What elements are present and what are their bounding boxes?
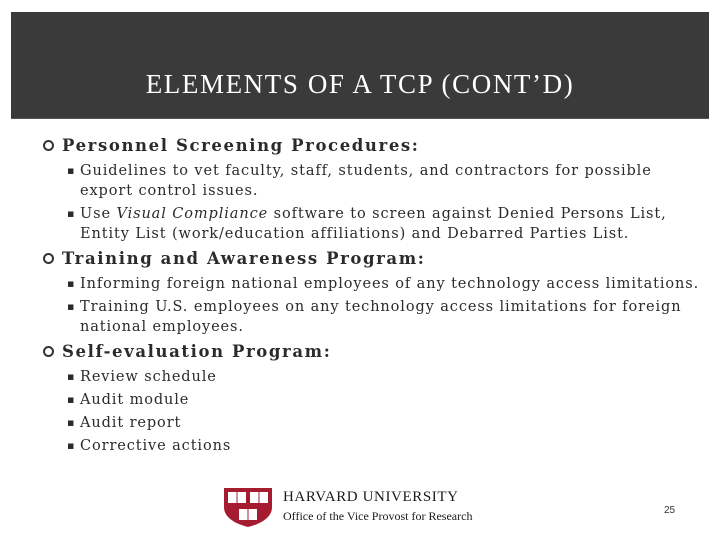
hollow-circle-icon	[43, 346, 54, 357]
page-number: 25	[664, 505, 676, 516]
square-bullet-icon: ▪	[67, 277, 76, 290]
square-bullet-icon: ▪	[67, 393, 76, 406]
slide-content	[40, 135, 700, 460]
title-bar	[11, 12, 709, 119]
list-item: ▪ Guidelines to vet faculty, staff, students, and contractors for possible export control issues.	[67, 163, 652, 199]
logo-office-name: Office of the Vice Provost for Research	[283, 509, 473, 523]
section-training-awareness	[40, 248, 700, 337]
list-item: ▪ Corrective actions	[67, 438, 232, 454]
list-item: ▪ Use Visual Compliance software to screen against Denied Persons List, Entity List (work/education affiliations) and Debarred Parties List.	[67, 206, 667, 242]
hollow-circle-icon	[43, 140, 54, 151]
square-bullet-icon: ▪	[67, 207, 76, 220]
section-personnel-screening	[40, 135, 700, 244]
square-bullet-icon: ▪	[67, 164, 76, 177]
visual-compliance-term: Visual Compliance	[116, 206, 269, 222]
list-item: ▪ Training U.S. employees on any technology access limitations for foreign national employees.	[67, 299, 682, 335]
list-item: ▪ Informing foreign national employees of any technology access limitations.	[67, 276, 700, 292]
logo-university-name: HARVARD UNIVERSITY	[283, 489, 459, 505]
square-bullet-icon: ▪	[67, 300, 76, 313]
section-self-evaluation	[40, 341, 700, 456]
slide-title: ELEMENTS OF A TCP (CONT’D)	[145, 69, 575, 99]
section-heading: Personnel Screening Procedures:	[40, 135, 700, 157]
square-bullet-icon: ▪	[67, 439, 76, 452]
hollow-circle-icon	[43, 253, 54, 264]
title-underline	[11, 12, 709, 119]
section-heading: Training and Awareness Program:	[40, 248, 700, 270]
square-bullet-icon: ▪	[67, 370, 76, 383]
harvard-logo	[222, 487, 503, 527]
list-item: ▪ Audit module	[67, 392, 190, 408]
list-item: ▪ Review schedule	[67, 369, 217, 385]
harvard-shield-icon	[222, 487, 274, 527]
list-item: ▪ Audit report	[67, 415, 182, 431]
square-bullet-icon: ▪	[67, 416, 76, 429]
section-heading: Self-evaluation Program:	[40, 341, 700, 363]
